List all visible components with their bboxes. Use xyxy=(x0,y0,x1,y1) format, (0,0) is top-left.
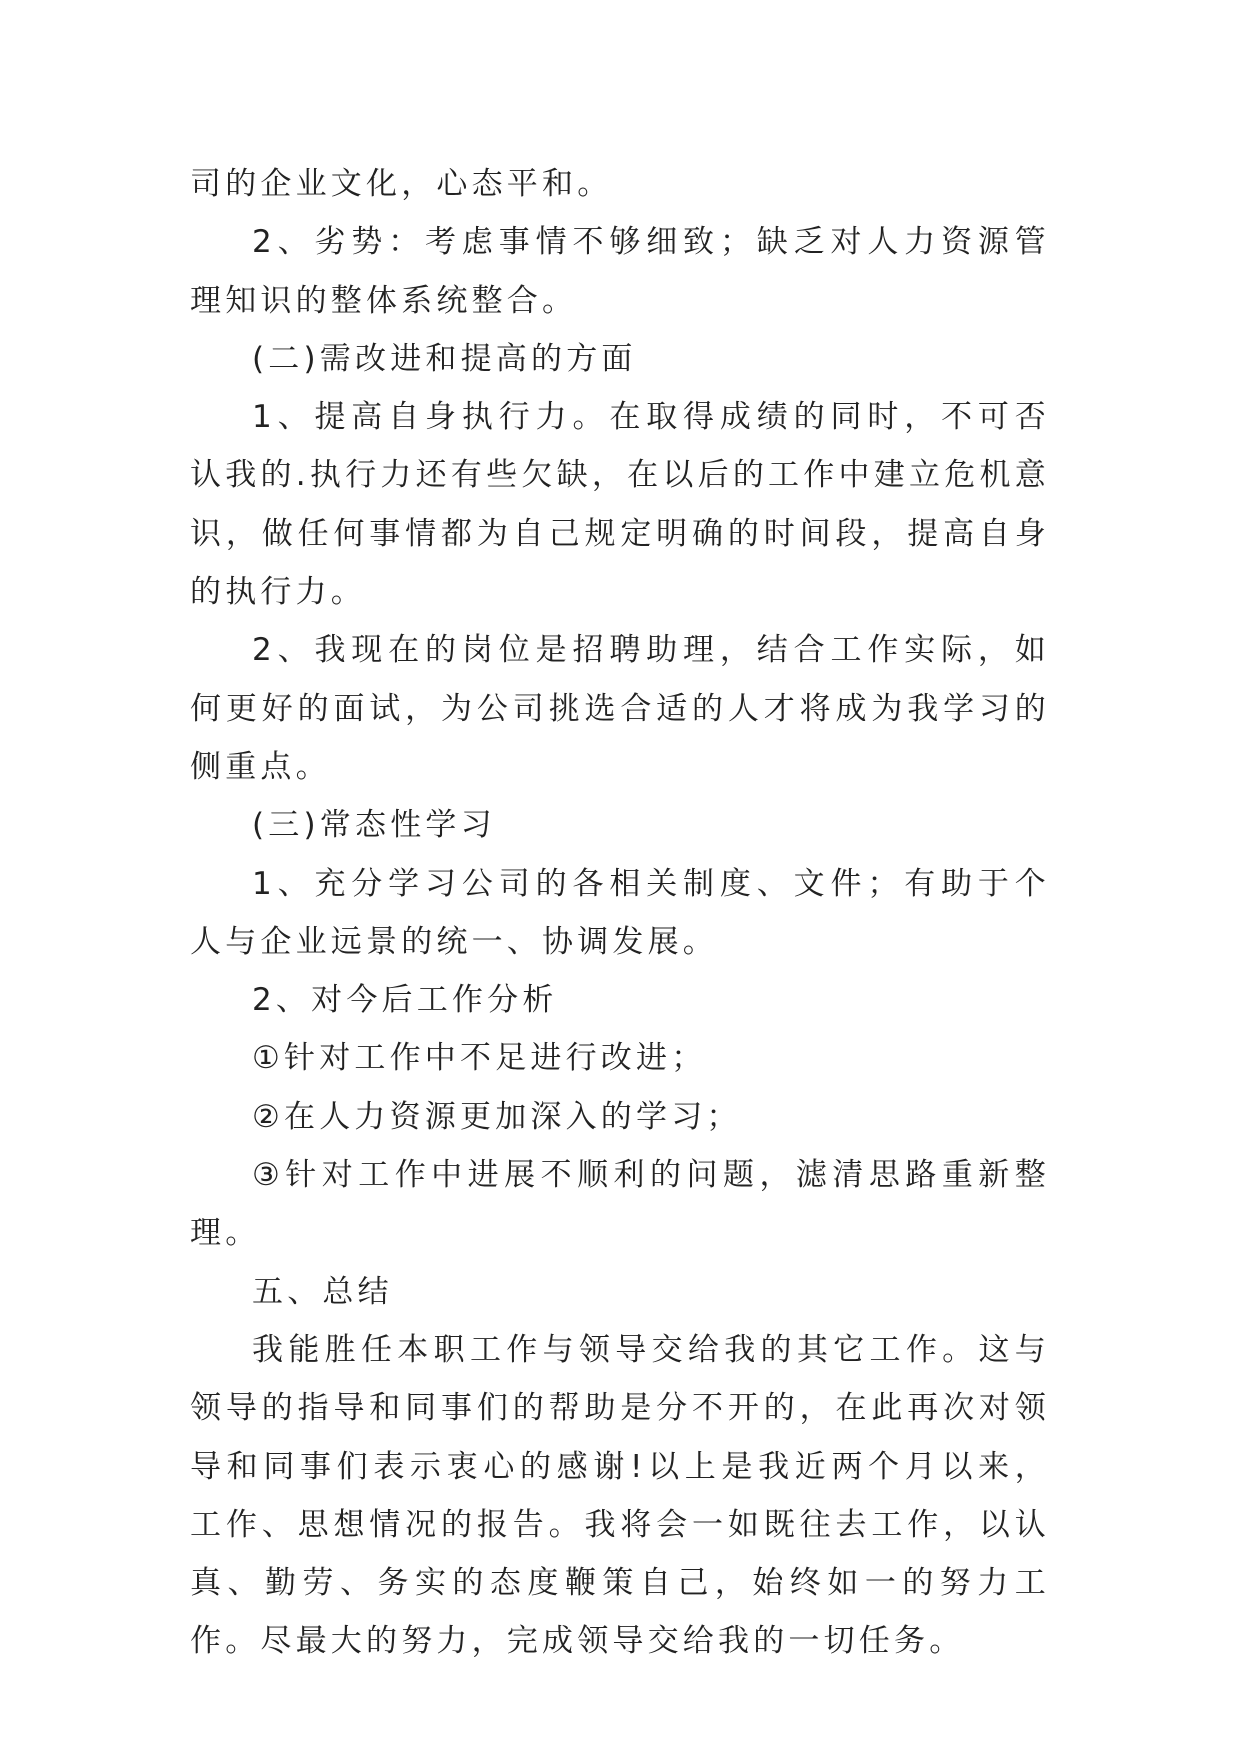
paragraph-company-rules: 1、充分学习公司的各相关制度、文件；有助于个人与企业远景的统一、协调发展。 xyxy=(190,865,1050,960)
paragraph-company-culture: 司的企业文化，心态平和。 xyxy=(190,166,613,202)
list-item-clarify-thinking: ③针对工作中进展不顺利的问题，滤清思路重新整理。 xyxy=(190,1157,1050,1252)
paragraph-weakness: 2、劣势：考虑事情不够细致；缺乏对人力资源管理知识的整体系统整合。 xyxy=(190,224,1050,319)
paragraph-recruiting-role: 2、我现在的岗位是招聘助理，结合工作实际，如何更好的面试，为公司挑选合适的人才将成为我学习的侧重点。 xyxy=(190,632,1050,785)
heading-routine-learning: (三)常态性学习 xyxy=(252,807,496,844)
heading-improvement-areas: (二)需改进和提高的方面 xyxy=(252,340,637,377)
heading-summary: 五、总结 xyxy=(252,1273,393,1310)
paragraph-execution: 1、提高自身执行力。在取得成绩的同时，不可否认我的.执行力还有些欠缺，在以后的工作中建立危机意识，做任何事情都为自己规定明确的时间段，提高自身的执行力。 xyxy=(190,399,1050,611)
list-item-hr-learning: ②在人力资源更加深入的学习； xyxy=(252,1098,742,1135)
paragraph-future-work-analysis: 2、对今后工作分析 xyxy=(252,982,558,1019)
document-body xyxy=(190,155,1050,1671)
list-item-improve-shortcomings: ①针对工作中不足进行改进； xyxy=(252,1040,707,1077)
paragraph-summary: 我能胜任本职工作与领导交给我的其它工作。这与领导的指导和同事们的帮助是分不开的，在此再次对领导和同事们表示衷心的感谢!以上是我近两个月以来，工作、思想情况的报告。我将会一如既往去工作，以认真、勤劳、务实的态度鞭策自己，始终如一的努力工作。尽最大的努力，完成领导交给我的一切任务。 xyxy=(190,1331,1050,1660)
